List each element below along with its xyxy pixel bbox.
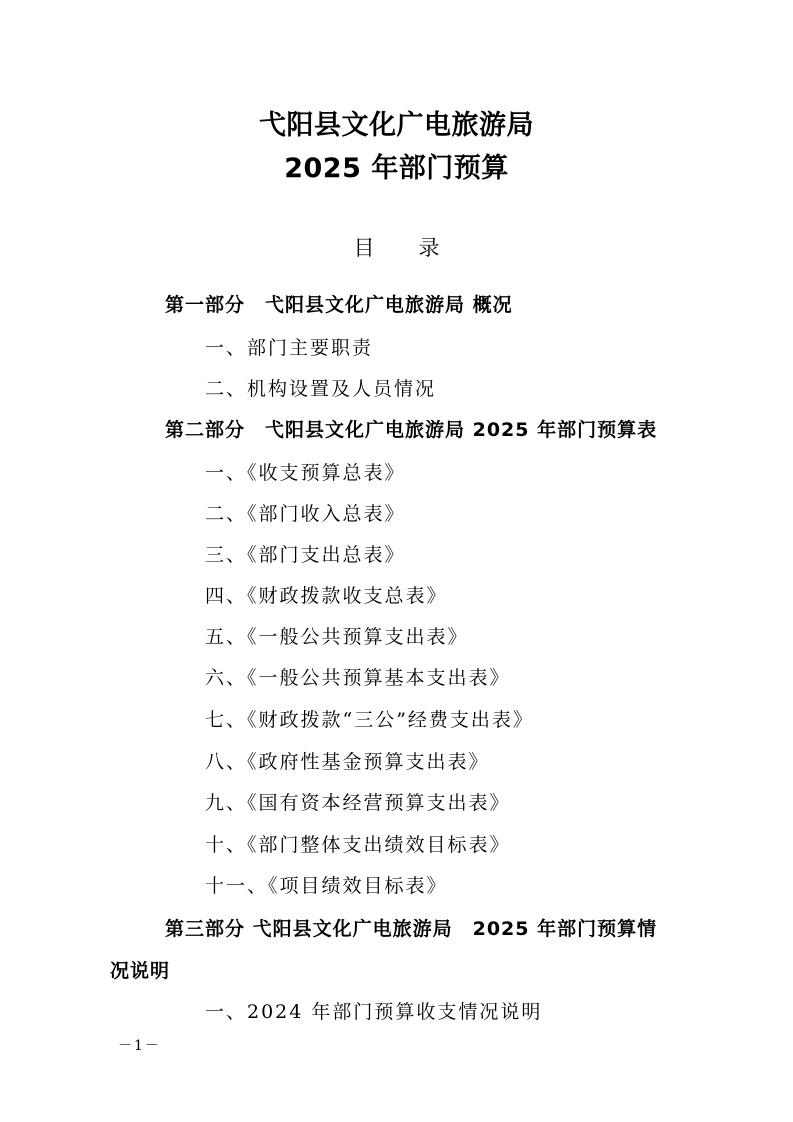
toc-item: 九、《国有资本经营预算支出表》 xyxy=(205,792,511,814)
toc-item: 十、《部门整体支出绩效目标表》 xyxy=(205,834,511,856)
document-title-line2: 2025 年部门预算 xyxy=(284,153,509,184)
toc-heading-char2: 录 xyxy=(418,236,440,260)
toc-item: 三、《部门支出总表》 xyxy=(205,544,406,566)
toc-item: 八、《政府性基金预算支出表》 xyxy=(205,751,490,773)
page-number: －1－ xyxy=(118,1038,161,1054)
toc-item: 一、2024 年部门预算收支情况说明 xyxy=(205,1001,543,1023)
toc-item: 十一、《项目绩效目标表》 xyxy=(205,875,448,897)
toc-item: 六、《一般公共预算基本支出表》 xyxy=(205,667,511,689)
toc-item: 二、《部门收入总表》 xyxy=(205,503,406,525)
toc-item: 四、《财政拨款收支总表》 xyxy=(205,585,448,607)
toc-item: 二、机构设置及人员情况 xyxy=(205,378,437,400)
toc-item: 一、《收支预算总表》 xyxy=(205,462,406,484)
toc-part3-heading: 第三部分 弋阳县文化广电旅游局 2025 年部门预算情 xyxy=(165,918,658,940)
toc-item: 五、《一般公共预算支出表》 xyxy=(205,626,469,648)
toc-heading xyxy=(0,232,793,262)
toc-item: 七、《财政拨款“三公”经费支出表》 xyxy=(205,709,534,731)
document-title-line1: 弋阳县文化广电旅游局 xyxy=(259,110,534,141)
toc-part3-heading-continued: 况说明 xyxy=(110,960,171,982)
toc-part1-heading: 第一部分 弋阳县文化广电旅游局 概况 xyxy=(165,294,513,316)
toc-item: 一、部门主要职责 xyxy=(205,337,374,359)
toc-part2-heading: 第二部分 弋阳县文化广电旅游局 2025 年部门预算表 xyxy=(165,419,658,441)
toc-heading-char1: 目 xyxy=(353,236,375,260)
